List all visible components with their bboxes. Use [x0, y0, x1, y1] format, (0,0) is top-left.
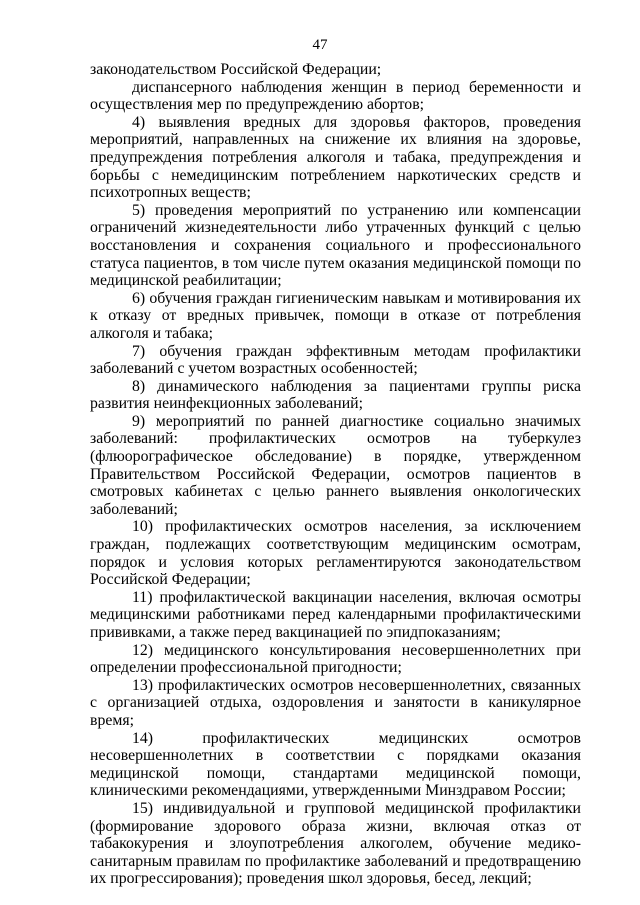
paragraph-item-15: 15) индивидуальной и групповой медицинской профилактики (формирование здорового образа жизни, включая отказ от табакокурения и злоупотребления алкоголем, обучение медико-санитарным правилам по профилактике заболеваний и предотвращению их прогрессирования); проведения школ здоровья, бесед, лекций;: [90, 799, 581, 888]
paragraph-item-6: 6) обучения граждан гигиеническим навыкам и мотивирования их к отказу от вредных привычек, помощи в отказе от потребления алкоголя и табака;: [90, 289, 581, 342]
paragraph-item-13: 13) профилактических осмотров несовершеннолетних, связанных с организацией отдыха, оздоровления и занятости в каникулярное время;: [90, 676, 581, 729]
paragraph-item-5: 5) проведения мероприятий по устранению или компенсации ограничений жизнедеятельности либо утраченных функций с целью восстановления и сохранения социального и профессионального статуса пациентов, в том числе путем оказания медицинской помощи по медицинской реабилитации;: [90, 201, 581, 290]
paragraph-item-14: 14) профилактических медицинских осмотров несовершеннолетних в соответствии с порядками оказания медицинской помощи, стандартами медицинской помощи, клиническими рекомендациями, утвержденными Минздравом России;: [90, 729, 581, 800]
paragraph-item-12: 12) медицинского консультирования несовершеннолетних при определении профессиональной пригодности;: [90, 641, 581, 677]
paragraph-item-10: 10) профилактических осмотров населения, за исключением граждан, подлежащих соответствующим медицинским осмотрам, порядок и условия которых регламентируются законодательством Российской Федерации;: [90, 518, 581, 589]
paragraph-item-9: 9) мероприятий по ранней диагностике социально значимых заболеваний: профилактических осмотров на туберкулез (флюорографическое обследование) в порядке, утвержденном Правительством Российской Федерации, осмотров пациентов в смотровых кабинетах с целью раннего выявления онкологических заболеваний;: [90, 412, 581, 518]
document-body: [90, 61, 581, 888]
paragraph-item-11: 11) профилактической вакцинации населения, включая осмотры медицинскими работниками перед календарными профилактическими прививками, а также перед вакцинацией по эпидпоказаниям;: [90, 588, 581, 641]
paragraph-prenatal-observation: диспансерного наблюдения женщин в период беременности и осуществления мер по предупреждению абортов;: [90, 78, 581, 114]
page-number: 47: [312, 37, 328, 53]
paragraph-item-7: 7) обучения граждан эффективным методам профилактики заболеваний с учетом возрастных особенностей;: [90, 342, 581, 378]
paragraph-continuation: законодательством Российской Федерации;: [90, 61, 382, 78]
paragraph-item-4: 4) выявления вредных для здоровья факторов, проведения мероприятий, направленных на снижение их влияния на здоровье, предупреждения потребления алкоголя и табака, предупреждения и борьбы с немедицинским потреблением наркотических средств и психотропных веществ;: [90, 113, 581, 202]
paragraph-item-8: 8) динамического наблюдения за пациентами группы риска развития неинфекционных заболеваний;: [90, 377, 581, 413]
